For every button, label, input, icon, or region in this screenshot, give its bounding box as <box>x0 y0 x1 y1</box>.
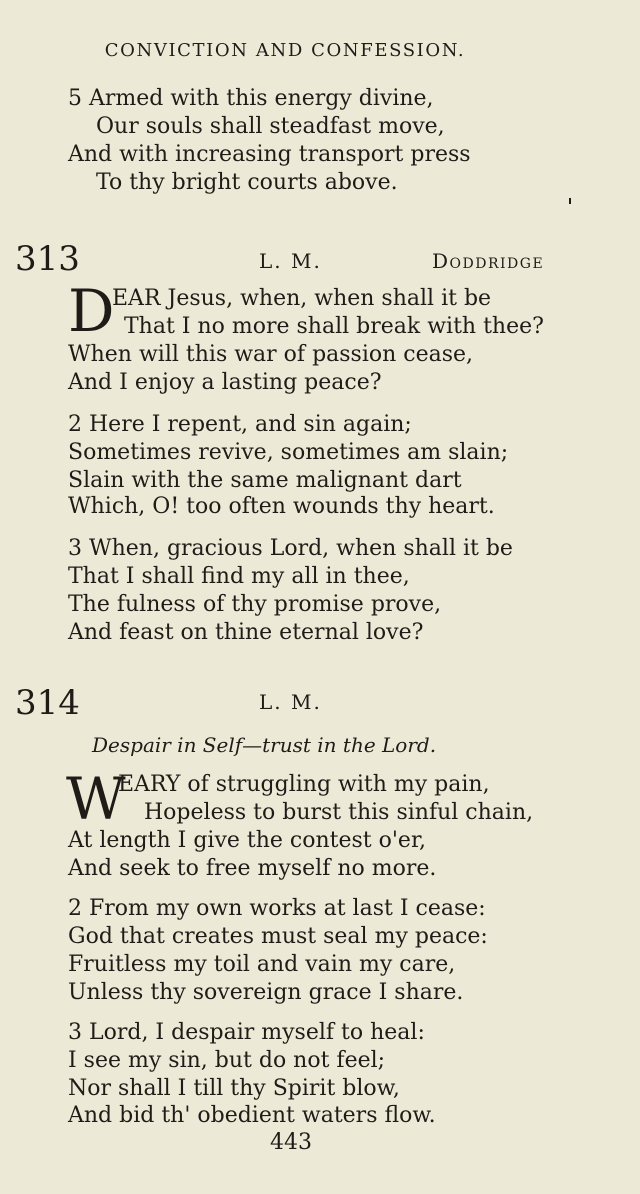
hymn-314-drop-cap: W <box>66 765 126 833</box>
continuation-line-1: 5 Armed with this energy divine, <box>68 86 434 111</box>
hymn-314-stanza-2-line-1: 2 From my own works at last I cease: <box>68 896 486 921</box>
hymn-314-number: 314 <box>15 683 80 723</box>
hymn-313-stanza-3-line-3: The fulness of thy promise prove, <box>68 592 442 617</box>
continuation-line-2: Our souls shall steadfast move, <box>96 114 445 139</box>
hymn-313-drop-cap: D <box>68 277 115 345</box>
hymn-314-line-3: At length I give the contest o'er, <box>68 828 427 853</box>
hymn-314-line-4: And seek to free myself no more. <box>68 856 437 881</box>
continuation-line-3: And with increasing transport press <box>68 142 471 167</box>
hymn-313-number: 313 <box>15 239 80 279</box>
hymn-313-line-4: And I enjoy a lasting peace? <box>68 370 382 395</box>
hymn-313-stanza-3-line-1: 3 When, gracious Lord, when shall it be <box>68 536 513 561</box>
hymn-313-stanza-2-line-4: Which, O! too often wounds thy heart. <box>68 494 495 519</box>
hymn-314-subtitle: Despair in Self—trust in the Lord. <box>92 733 437 757</box>
hymn-314-stanza-3-line-3: Nor shall I till thy Spirit blow, <box>68 1076 400 1101</box>
hymn-314-stanza-3-line-4: And bid th' obedient waters flow. <box>68 1103 436 1128</box>
hymn-313-author: Doddridge <box>432 249 545 273</box>
continuation-line-4: To thy bright courts above. <box>96 170 398 195</box>
hymn-314-first-line: EARY of struggling with my pain, <box>118 772 490 797</box>
running-head: CONVICTION AND CONFESSION. <box>104 40 466 61</box>
hymn-314-meter: L. M. <box>259 690 322 714</box>
page-number: 443 <box>270 1130 312 1155</box>
hymn-314-stanza-2-line-4: Unless thy sovereign grace I share. <box>68 980 464 1005</box>
hymn-313-stanza-3-line-4: And feast on thine eternal love? <box>68 620 424 645</box>
print-speck <box>569 198 571 204</box>
hymn-313-stanza-2-line-3: Slain with the same malignant dart <box>68 468 462 493</box>
hymn-314-stanza-2-line-3: Fruitless my toil and vain my care, <box>68 952 456 977</box>
hymn-314-line-2: Hopeless to burst this sinful chain, <box>144 800 534 825</box>
hymn-313-stanza-2-line-1: 2 Here I repent, and sin again; <box>68 412 412 437</box>
hymn-313-stanza-2-line-2: Sometimes revive, sometimes am slain; <box>68 440 509 465</box>
hymn-313-meter: L. M. <box>259 249 322 273</box>
hymn-313-line-2: That I no more shall break with thee? <box>124 314 544 339</box>
hymn-313-first-line: EAR Jesus, when, when shall it be <box>112 286 492 311</box>
hymn-314-stanza-3-line-2: I see my sin, but do not feel; <box>68 1048 386 1073</box>
hymn-313-line-3: When will this war of passion cease, <box>68 342 474 367</box>
hymn-314-stanza-2-line-2: God that creates must seal my peace: <box>68 924 488 949</box>
hymn-314-stanza-3-line-1: 3 Lord, I despair myself to heal: <box>68 1020 425 1045</box>
hymn-313-stanza-3-line-2: That I shall find my all in thee, <box>68 564 410 589</box>
